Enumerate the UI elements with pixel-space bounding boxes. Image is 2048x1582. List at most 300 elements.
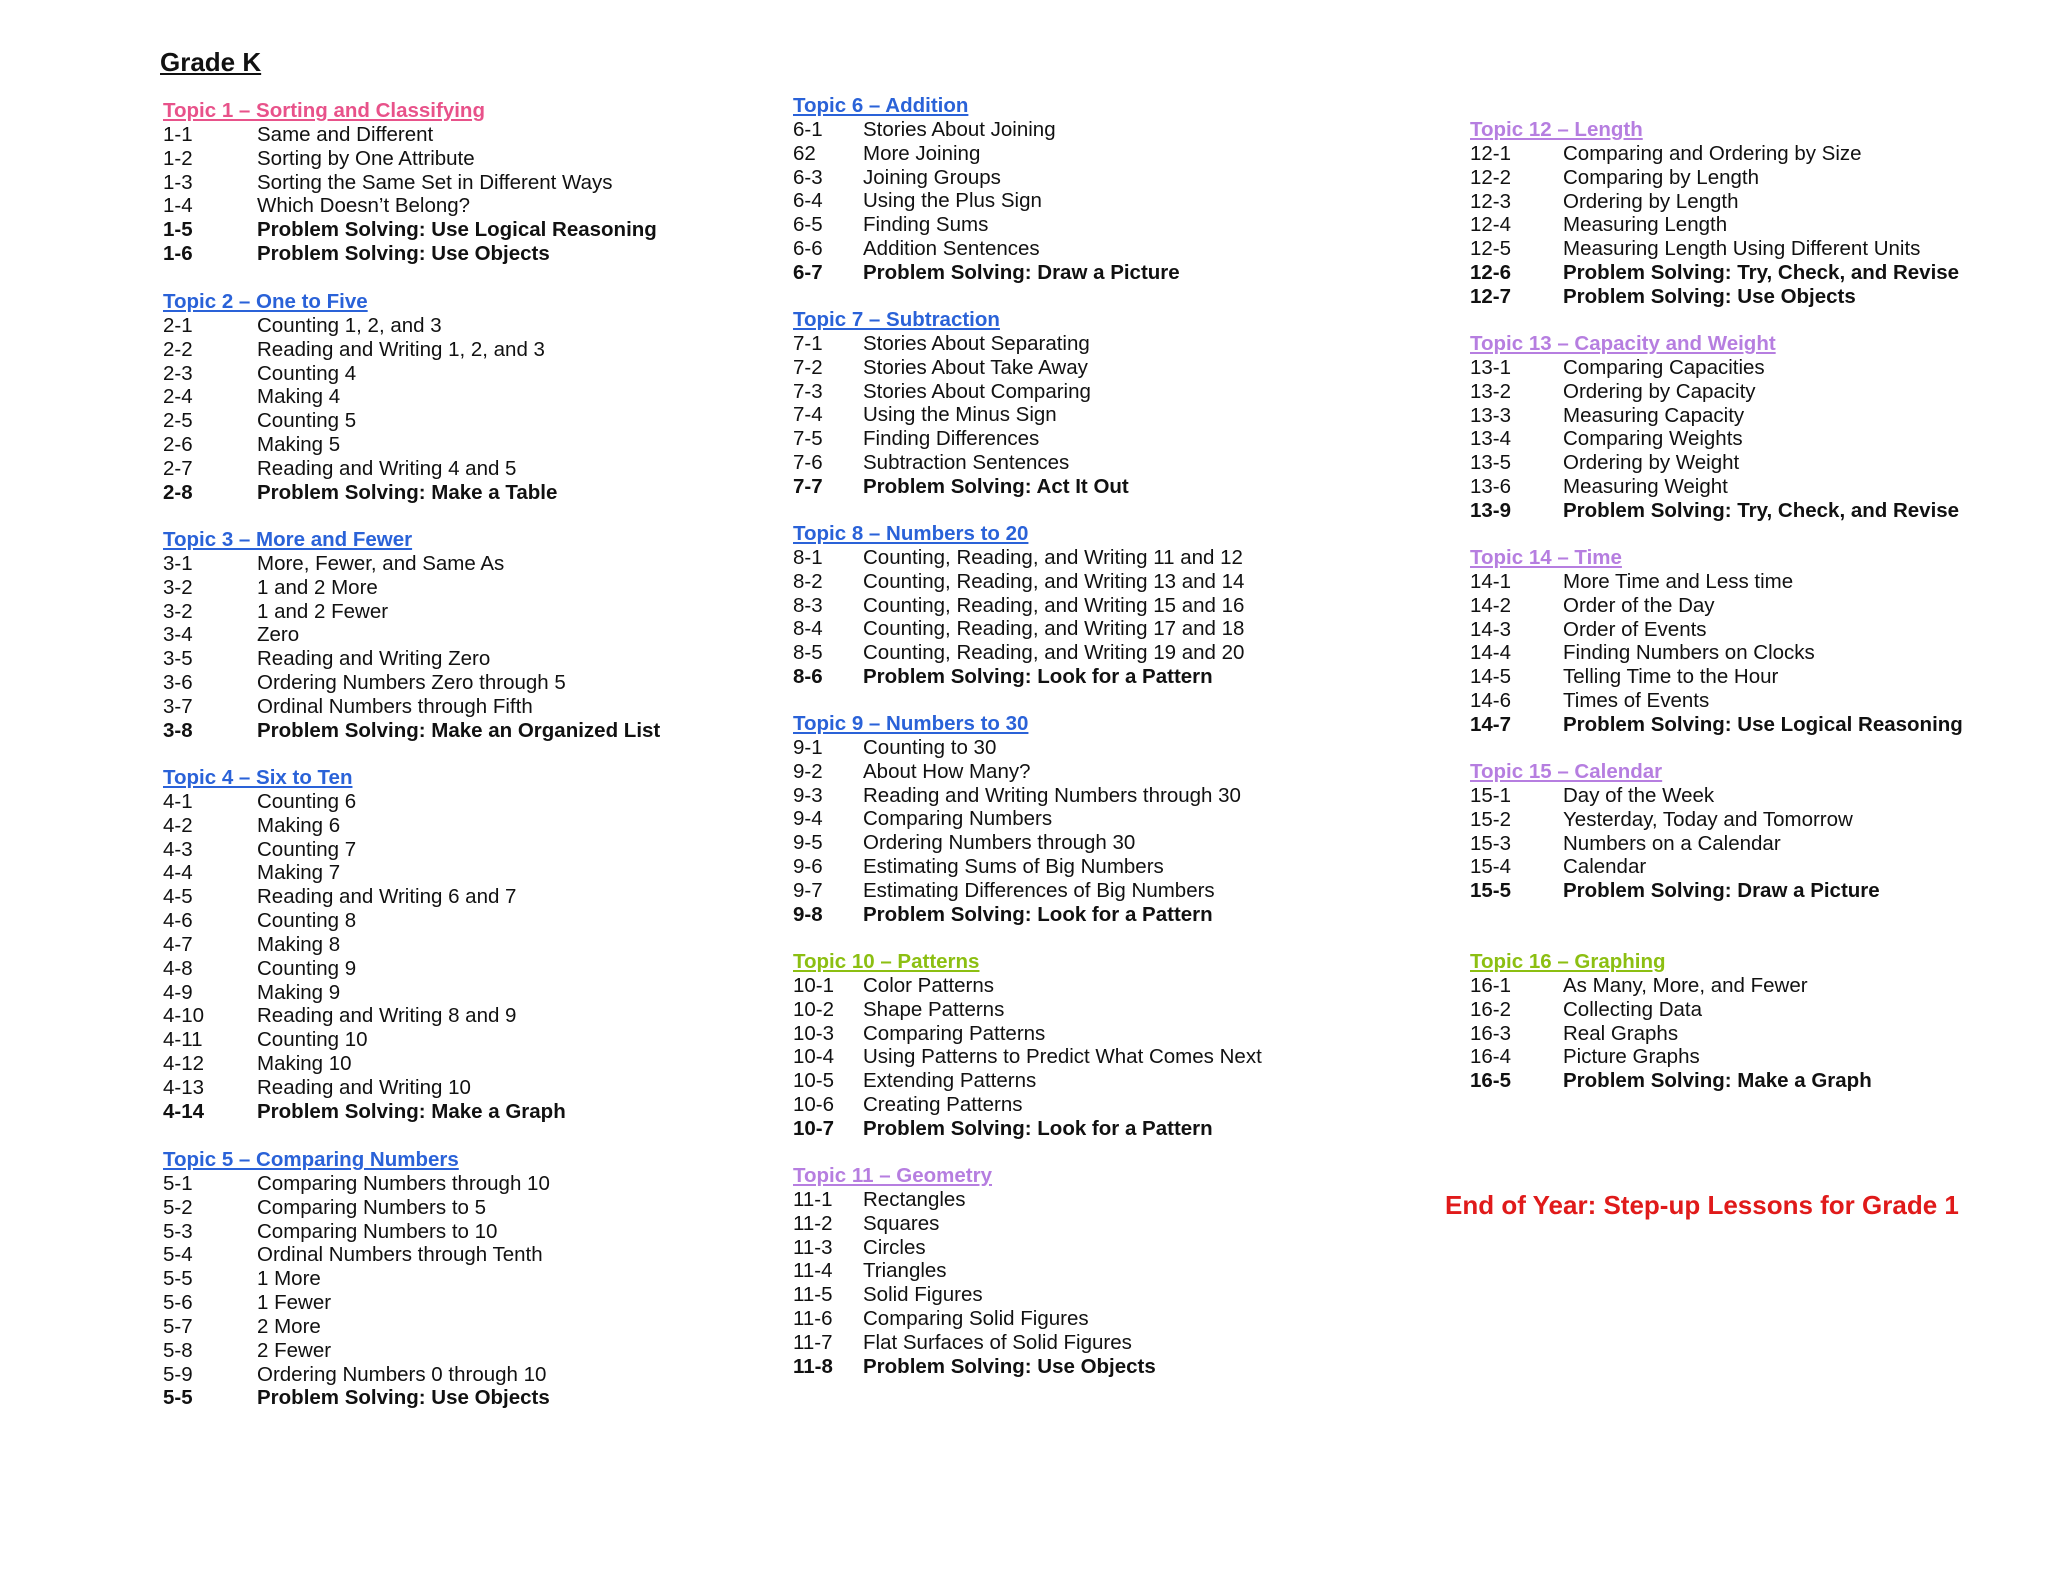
lesson-row: [163, 623, 660, 647]
lesson-row: [1470, 261, 1959, 285]
lesson-number: 7-3: [793, 379, 823, 403]
lesson-row: [1470, 1022, 1872, 1046]
topic-title: Topic 13 – Capacity and Weight: [1470, 332, 1776, 355]
lesson-number: 4-7: [163, 932, 193, 956]
lesson-number: 62: [793, 141, 816, 165]
lesson-name: Counting 6: [257, 789, 357, 813]
lesson-number: 12-4: [1470, 213, 1512, 237]
lesson-name: Problem Solving: Look for a Pattern: [863, 1116, 1213, 1140]
lesson-row: [1470, 475, 1959, 499]
lesson-name: Counting 5: [257, 409, 357, 433]
lesson-number: 10-2: [793, 997, 835, 1021]
lesson-number: 5-9: [163, 1362, 193, 1386]
lesson-name: Problem Solving: Look for a Pattern: [863, 902, 1213, 926]
lesson-row: [163, 1315, 550, 1339]
lesson-row: [163, 1028, 566, 1052]
lesson-number: 2-5: [163, 409, 193, 433]
lesson-row: [163, 1220, 550, 1244]
lesson-name: Numbers on a Calendar: [1563, 831, 1781, 855]
lesson-number: 16-4: [1470, 1045, 1512, 1069]
lesson-name: Comparing Numbers to 10: [257, 1219, 498, 1243]
lesson-number: 15-3: [1470, 831, 1512, 855]
lesson-row: [793, 1355, 1156, 1379]
lesson-number: 2-1: [163, 313, 193, 337]
lesson-row: [163, 861, 566, 885]
lesson-name: 2 Fewer: [257, 1338, 332, 1362]
lesson-number: 7-2: [793, 355, 823, 379]
lesson-number: 2-6: [163, 433, 193, 457]
lesson-name: Reading and Writing Zero: [257, 647, 491, 671]
lesson-row: [793, 570, 1244, 594]
lesson-row: [1470, 974, 1872, 998]
lesson-row: [163, 1267, 550, 1291]
lesson-name: Comparing Weights: [1563, 427, 1743, 451]
lesson-name: Reading and Writing Numbers through 30: [863, 783, 1241, 807]
lesson-row: [1470, 570, 1963, 594]
lesson-name: Zero: [257, 623, 300, 647]
lesson-number: 10-4: [793, 1045, 835, 1069]
lesson-row: [793, 261, 1180, 285]
lesson-name: 1 and 2 Fewer: [257, 599, 389, 623]
lesson-number: 11-7: [793, 1330, 833, 1354]
lesson-number: 2-2: [163, 337, 193, 361]
lesson-number: 5-7: [163, 1314, 193, 1338]
lesson-name: Stories About Separating: [863, 331, 1090, 355]
lesson-number: 13-9: [1470, 498, 1512, 522]
lesson-number: 13-1: [1470, 355, 1512, 379]
lesson-number: 9-5: [793, 831, 823, 855]
lesson-row: [793, 427, 1129, 451]
lesson-name: Problem Solving: Make a Graph: [257, 1099, 566, 1123]
lesson-row: [163, 790, 566, 814]
lesson-name: Ordering by Length: [1563, 189, 1739, 213]
lesson-number: 13-4: [1470, 427, 1512, 451]
lesson-number: 7-7: [793, 474, 823, 498]
lesson-number: 9-2: [793, 759, 823, 783]
lesson-name: About How Many?: [863, 759, 1031, 783]
lesson-number: 8-5: [793, 641, 823, 665]
lesson-row: [163, 576, 660, 600]
topic-block: [793, 712, 1241, 927]
lesson-row: [163, 433, 557, 457]
lesson-name: Comparing by Length: [1563, 165, 1760, 189]
lesson-row: [163, 1004, 566, 1028]
lesson-number: 4-14: [163, 1099, 205, 1123]
lesson-row: [163, 1363, 550, 1387]
lesson-number: 3-2: [163, 599, 193, 623]
lesson-number: 13-3: [1470, 403, 1512, 427]
lesson-name: Stories About Joining: [863, 117, 1056, 141]
lesson-name: Shape Patterns: [863, 997, 1005, 1021]
lesson-name: Problem Solving: Use Objects: [257, 1386, 550, 1410]
lesson-row: [163, 600, 660, 624]
lesson-row: [163, 194, 657, 218]
lesson-name: Flat Surfaces of Solid Figures: [863, 1330, 1132, 1354]
lesson-row: [1470, 665, 1963, 689]
page-title: Grade K: [160, 47, 262, 77]
lesson-row: [163, 814, 566, 838]
lesson-number: 10-7: [793, 1116, 835, 1140]
lesson-row: [793, 451, 1129, 475]
lesson-row: [1470, 380, 1959, 404]
lesson-number: 15-5: [1470, 879, 1512, 903]
lesson-name: Counting, Reading, and Writing 11 and 12: [863, 545, 1243, 569]
lesson-number: 11-2: [793, 1211, 833, 1235]
lesson-number: 7-5: [793, 427, 823, 451]
lesson-number: 9-7: [793, 878, 823, 902]
topic-block: [1470, 546, 1963, 737]
lesson-name: Day of the Week: [1563, 783, 1715, 807]
lesson-row: [793, 1331, 1156, 1355]
lesson-number: 4-12: [163, 1052, 205, 1076]
topic-title: Topic 16 – Graphing: [1470, 950, 1666, 973]
lesson-row: [793, 879, 1241, 903]
lesson-number: 5-5: [163, 1267, 193, 1291]
lesson-name: Problem Solving: Draw a Picture: [863, 260, 1180, 284]
lesson-number: 14-1: [1470, 569, 1512, 593]
topic-block: [163, 1148, 550, 1410]
lesson-name: Comparing Numbers through 10: [257, 1171, 550, 1195]
lesson-name: Comparing and Ordering by Size: [1563, 141, 1862, 165]
lesson-row: [793, 641, 1244, 665]
lesson-name: Comparing Numbers to 5: [257, 1195, 487, 1219]
lesson-name: Order of the Day: [1563, 593, 1715, 617]
lesson-name: Same and Different: [257, 122, 434, 146]
lesson-name: Extending Patterns: [863, 1069, 1037, 1093]
lesson-name: Reading and Writing 1, 2, and 3: [257, 337, 545, 361]
lesson-name: Problem Solving: Use Objects: [863, 1354, 1156, 1378]
lesson-number: 11-4: [793, 1259, 833, 1283]
lesson-number: 1-5: [163, 218, 193, 242]
lesson-name: Counting 7: [257, 837, 357, 861]
lesson-name: Rectangles: [863, 1187, 966, 1211]
topic-title: Topic 8 – Numbers to 20: [793, 522, 1029, 545]
lesson-row: [163, 552, 660, 576]
lesson-number: 3-5: [163, 647, 193, 671]
lesson-row: [793, 475, 1129, 499]
lesson-number: 10-1: [793, 973, 835, 997]
lesson-row: [1470, 808, 1880, 832]
lesson-number: 3-2: [163, 575, 193, 599]
lesson-row: [1470, 879, 1880, 903]
lesson-number: 3-6: [163, 671, 193, 695]
lesson-number: 4-6: [163, 909, 193, 933]
lesson-row: [1470, 618, 1963, 642]
lesson-row: [163, 362, 557, 386]
lesson-number: 4-1: [163, 789, 193, 813]
lesson-number: 6-3: [793, 165, 823, 189]
lesson-name: Making 6: [257, 813, 341, 837]
lesson-row: [163, 1291, 550, 1315]
topic-title: Topic 4 – Six to Ten: [163, 766, 353, 789]
topic-block: [163, 528, 660, 743]
lesson-number: 7-4: [793, 403, 823, 427]
topic-block: [793, 94, 1180, 285]
lesson-name: Ordering Numbers Zero through 5: [257, 671, 566, 695]
topic-block: [163, 99, 657, 266]
lesson-name: Ordering by Weight: [1563, 451, 1740, 475]
lesson-name: Circles: [863, 1235, 926, 1259]
lesson-row: [163, 1196, 550, 1220]
lesson-row: [163, 719, 660, 743]
lesson-row: [793, 1022, 1262, 1046]
lesson-row: [163, 218, 657, 242]
lesson-number: 11-5: [793, 1283, 833, 1307]
lesson-number: 4-4: [163, 861, 193, 885]
lesson-name: Finding Numbers on Clocks: [1563, 641, 1815, 665]
lesson-number: 6-1: [793, 117, 823, 141]
topic-block: [1470, 950, 1872, 1093]
lesson-name: Ordering Numbers 0 through 10: [257, 1362, 547, 1386]
lesson-name: More Time and Less time: [1563, 569, 1794, 593]
lesson-number: 16-5: [1470, 1069, 1512, 1093]
lesson-name: Comparing Capacities: [1563, 355, 1765, 379]
lesson-row: [163, 1100, 566, 1124]
lesson-name: Times of Events: [1563, 689, 1710, 713]
lesson-number: 5-4: [163, 1243, 193, 1267]
lesson-name: Making 9: [257, 980, 341, 1004]
topic-block: [163, 290, 557, 505]
lesson-row: [1470, 356, 1959, 380]
lesson-number: 5-5: [163, 1386, 193, 1410]
lesson-row: [163, 123, 657, 147]
lesson-row: [1470, 594, 1963, 618]
lesson-row: [793, 1283, 1156, 1307]
lesson-row: [793, 617, 1244, 641]
topic-title: Topic 11 – Geometry: [793, 1164, 993, 1187]
lesson-row: [793, 237, 1180, 261]
lesson-number: 4-5: [163, 885, 193, 909]
lesson-row: [793, 356, 1129, 380]
lesson-name: Comparing Numbers: [863, 807, 1053, 831]
lesson-name: Order of Events: [1563, 617, 1707, 641]
lesson-number: 11-8: [793, 1354, 833, 1378]
lesson-row: [793, 855, 1241, 879]
lesson-name: Making 4: [257, 385, 341, 409]
topic-title: Topic 12 – Length: [1470, 118, 1643, 141]
topic-title: Topic 10 – Patterns: [793, 950, 980, 973]
lesson-row: [793, 213, 1180, 237]
lesson-number: 2-7: [163, 456, 193, 480]
lesson-name: Problem Solving: Try, Check, and Revise: [1563, 261, 1960, 285]
lesson-name: Problem Solving: Use Objects: [257, 242, 550, 266]
lesson-name: Counting 4: [257, 361, 357, 385]
lesson-row: [1470, 142, 1959, 166]
lesson-name: Color Patterns: [863, 973, 995, 997]
lesson-number: 13-6: [1470, 475, 1512, 499]
topic-title: Topic 6 – Addition: [793, 94, 969, 117]
lesson-number: 12-7: [1470, 284, 1512, 308]
lesson-name: Comparing Solid Figures: [863, 1307, 1089, 1331]
lesson-name: Estimating Sums of Big Numbers: [863, 855, 1164, 879]
lesson-row: [163, 314, 557, 338]
topic-block: [793, 1164, 1156, 1379]
lesson-name: Problem Solving: Look for a Pattern: [863, 665, 1213, 689]
topic-title: Topic 14 – Time: [1470, 546, 1622, 569]
lesson-row: [163, 409, 557, 433]
lesson-number: 9-6: [793, 855, 823, 879]
lesson-name: Making 8: [257, 932, 341, 956]
lesson-name: Calendar: [1563, 855, 1647, 879]
lesson-number: 1-3: [163, 170, 193, 194]
lesson-row: [793, 807, 1241, 831]
lesson-row: [1470, 499, 1959, 523]
lesson-row: [793, 1212, 1156, 1236]
lesson-row: [793, 1236, 1156, 1260]
lesson-number: 16-3: [1470, 1021, 1512, 1045]
lesson-number: 14-4: [1470, 641, 1512, 665]
lesson-row: [1470, 190, 1959, 214]
lesson-name: Stories About Comparing: [863, 379, 1091, 403]
lesson-number: 4-11: [163, 1028, 203, 1052]
lesson-row: [1470, 713, 1963, 737]
lesson-row: [793, 1069, 1262, 1093]
lesson-number: 12-1: [1470, 141, 1512, 165]
lesson-row: [163, 981, 566, 1005]
lesson-name: Counting, Reading, and Writing 15 and 16: [863, 593, 1245, 617]
lesson-row: [163, 1076, 566, 1100]
lesson-row: [1470, 855, 1880, 879]
lesson-row: [1470, 784, 1880, 808]
lesson-number: 16-2: [1470, 997, 1512, 1021]
lesson-number: 13-5: [1470, 451, 1512, 475]
lesson-number: 1-2: [163, 146, 193, 170]
lesson-number: 2-3: [163, 361, 193, 385]
lesson-name: Making 5: [257, 433, 341, 457]
lesson-number: 14-2: [1470, 593, 1512, 617]
lesson-row: [163, 1052, 566, 1076]
lesson-number: 14-3: [1470, 617, 1512, 641]
lesson-name: Ordinal Numbers through Tenth: [257, 1243, 543, 1267]
lesson-name: Squares: [863, 1211, 940, 1235]
lesson-name: Real Graphs: [1563, 1021, 1679, 1045]
lesson-name: Creating Patterns: [863, 1093, 1023, 1117]
lesson-number: 8-4: [793, 617, 823, 641]
lesson-name: Subtraction Sentences: [863, 451, 1070, 475]
lesson-name: 2 More: [257, 1314, 321, 1338]
topic-title: Topic 3 – More and Fewer: [163, 528, 413, 551]
lesson-number: 4-2: [163, 813, 193, 837]
lesson-number: 5-1: [163, 1171, 193, 1195]
lesson-row: [793, 403, 1129, 427]
lesson-row: [1470, 213, 1959, 237]
lesson-row: [793, 974, 1262, 998]
lesson-name: Measuring Length Using Different Units: [1563, 237, 1921, 261]
lesson-number: 13-2: [1470, 379, 1512, 403]
lesson-row: [793, 760, 1241, 784]
lesson-row: [1470, 237, 1959, 261]
lesson-number: 14-7: [1470, 712, 1512, 736]
lesson-row: [163, 885, 566, 909]
lesson-number: 5-6: [163, 1291, 193, 1315]
lesson-name: Counting to 30: [863, 735, 997, 759]
topic-block: [1470, 118, 1959, 309]
lesson-name: Problem Solving: Use Logical Reasoning: [1563, 712, 1963, 736]
lesson-row: [163, 1386, 550, 1410]
lesson-number: 15-2: [1470, 807, 1512, 831]
lesson-number: 10-3: [793, 1021, 835, 1045]
lesson-number: 3-8: [163, 718, 193, 742]
lesson-number: 12-6: [1470, 261, 1512, 285]
lesson-name: Counting 9: [257, 956, 357, 980]
lesson-name: Telling Time to the Hour: [1563, 665, 1779, 689]
lesson-name: Reading and Writing 4 and 5: [257, 456, 517, 480]
lesson-row: [793, 142, 1180, 166]
lesson-number: 12-3: [1470, 189, 1512, 213]
lesson-number: 8-1: [793, 545, 823, 569]
lesson-name: 1 More: [257, 1267, 321, 1291]
lesson-number: 4-8: [163, 956, 193, 980]
lesson-name: Using the Minus Sign: [863, 403, 1057, 427]
lesson-name: Counting, Reading, and Writing 13 and 14: [863, 569, 1245, 593]
lesson-number: 8-2: [793, 569, 823, 593]
lesson-number: 9-8: [793, 902, 823, 926]
lesson-name: Reading and Writing 8 and 9: [257, 1004, 517, 1028]
lesson-row: [793, 118, 1180, 142]
lesson-row: [163, 909, 566, 933]
lesson-name: Joining Groups: [863, 165, 1001, 189]
lesson-name: Using the Plus Sign: [863, 189, 1042, 213]
lesson-row: [163, 933, 566, 957]
lesson-row: [793, 594, 1244, 618]
lesson-name: Picture Graphs: [1563, 1045, 1700, 1069]
lesson-row: [163, 1172, 550, 1196]
lesson-number: 7-1: [793, 331, 823, 355]
lesson-name: Making 10: [257, 1052, 352, 1076]
lesson-row: [1470, 832, 1880, 856]
lesson-number: 5-3: [163, 1219, 193, 1243]
lesson-name: Ordinal Numbers through Fifth: [257, 694, 533, 718]
lesson-row: [793, 1117, 1262, 1141]
lesson-name: Ordering Numbers through 30: [863, 831, 1136, 855]
lesson-number: 14-5: [1470, 665, 1512, 689]
lesson-name: Triangles: [863, 1259, 947, 1283]
lesson-row: [1470, 1045, 1872, 1069]
topic-block: [1470, 760, 1880, 903]
lesson-number: 9-3: [793, 783, 823, 807]
lesson-name: Counting 8: [257, 909, 357, 933]
lesson-name: 1 Fewer: [257, 1291, 332, 1315]
end-of-year-note: End of Year: Step-up Lessons for Grade 1: [1445, 1190, 1959, 1220]
lesson-name: Counting, Reading, and Writing 19 and 20: [863, 641, 1245, 665]
topic-title: Topic 15 – Calendar: [1470, 760, 1663, 783]
lesson-row: [1470, 1069, 1872, 1093]
lesson-row: [163, 838, 566, 862]
lesson-row: [163, 957, 566, 981]
lesson-row: [163, 147, 657, 171]
lesson-number: 12-2: [1470, 165, 1512, 189]
lesson-row: [1470, 451, 1959, 475]
lesson-name: Finding Differences: [863, 427, 1040, 451]
lesson-row: [793, 546, 1244, 570]
lesson-row: [793, 998, 1262, 1022]
topic-title: Topic 7 – Subtraction: [793, 308, 1000, 331]
lesson-number: 5-2: [163, 1195, 193, 1219]
lesson-row: [163, 385, 557, 409]
lesson-name: 1 and 2 More: [257, 575, 378, 599]
lesson-name: Solid Figures: [863, 1283, 983, 1307]
lesson-row: [1470, 689, 1963, 713]
lesson-number: 4-3: [163, 837, 193, 861]
lesson-row: [163, 647, 660, 671]
lesson-name: Using Patterns to Predict What Comes Next: [863, 1045, 1262, 1069]
lesson-name: Problem Solving: Make an Organized List: [257, 718, 661, 742]
lesson-name: Problem Solving: Use Objects: [1563, 284, 1856, 308]
lesson-name: Stories About Take Away: [863, 355, 1088, 379]
lesson-number: 2-4: [163, 385, 193, 409]
lesson-row: [793, 1093, 1262, 1117]
lesson-row: [163, 242, 657, 266]
